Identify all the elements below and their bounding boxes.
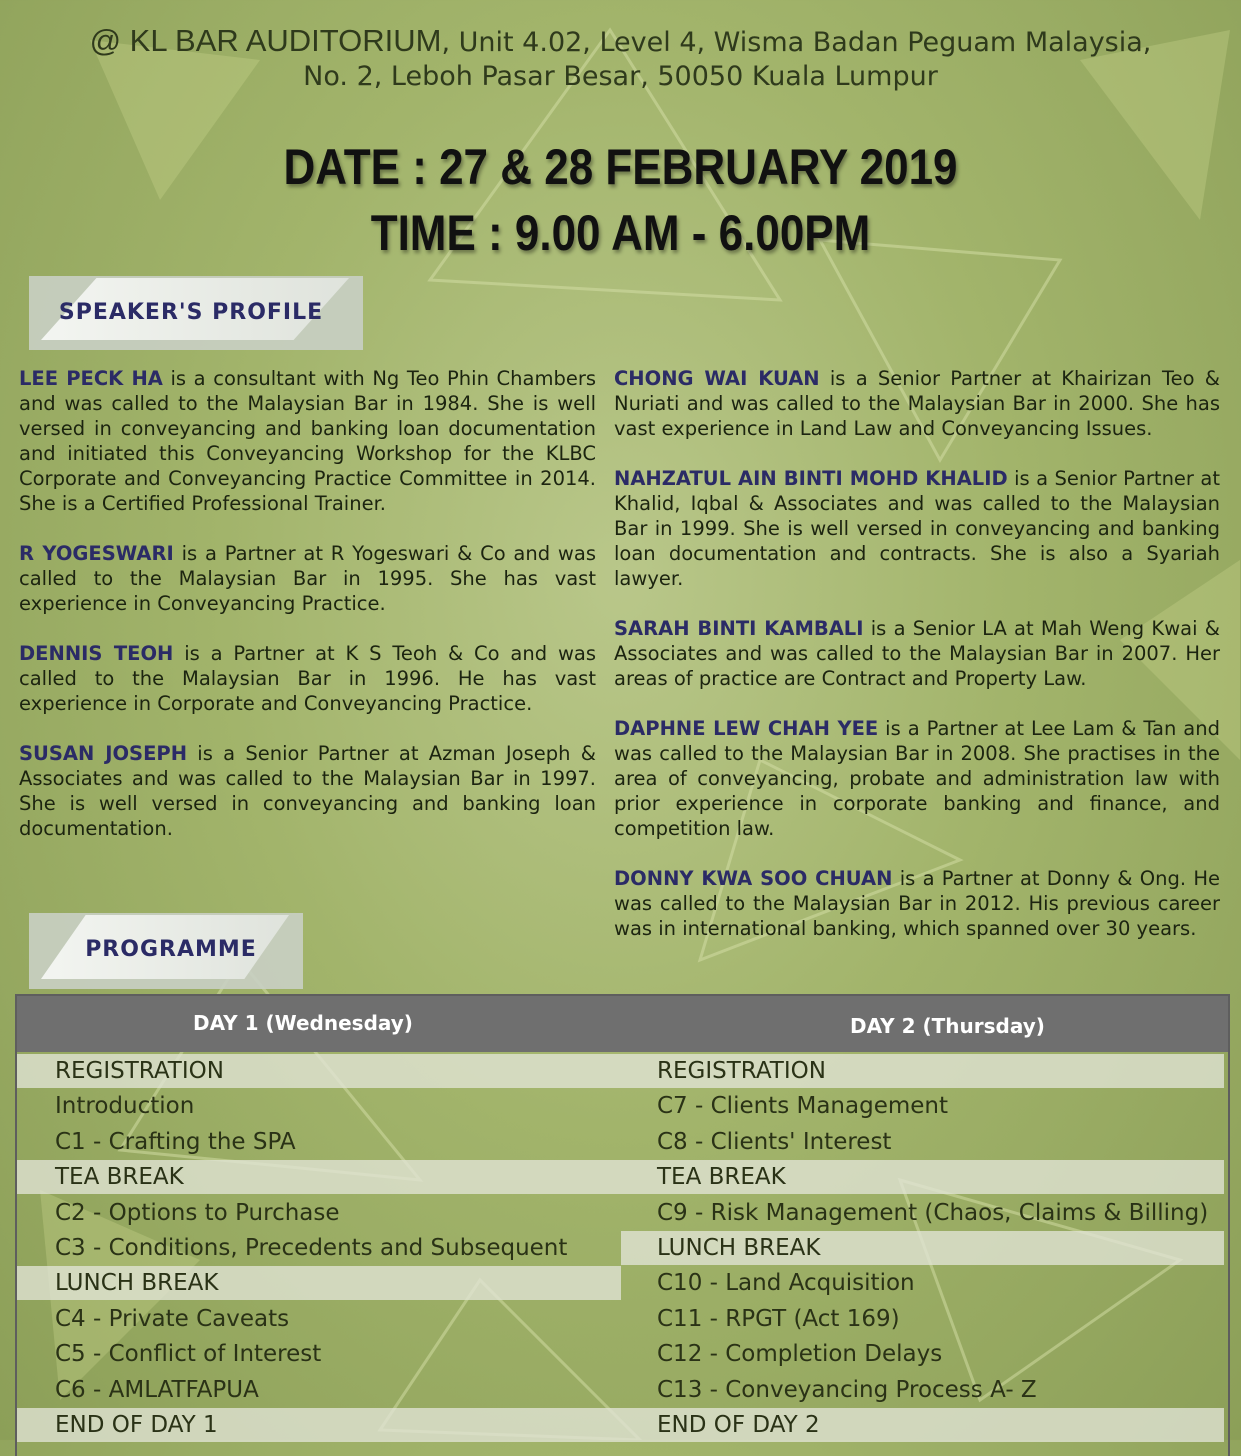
speaker-bio: is a Partner at R Yogeswari & Co and was called to the Malaysian Bar in 1995. She has vast experience in Conveyancing Practice.	[19, 542, 596, 615]
schedule-session-row: C5 - Conflict of Interest	[55, 1341, 322, 1368]
speaker-profile	[614, 466, 1220, 591]
day2-title: DAY 2 (Thursday)	[850, 1014, 1045, 1038]
speaker-name: NAHZATUL AIN BINTI MOHD KHALID	[614, 467, 1008, 490]
schedule-session-row: C8 - Clients' Interest	[657, 1128, 892, 1155]
speaker-name: DENNIS TEOH	[19, 642, 174, 665]
schedule-break-row: LUNCH BREAK	[621, 1231, 1224, 1265]
speaker-name: SUSAN JOSEPH	[19, 742, 188, 765]
schedule-session-row: Introduction	[55, 1093, 195, 1120]
schedule-session-row: C4 - Private Caveats	[55, 1305, 290, 1332]
speakers-banner	[29, 276, 363, 350]
speaker-bio: is a Senior Partner at Khairizan Teo & Nuriati and was called to the Malaysian Bar in 2000. She has vast experience in Land Law and Conveyancing Issues.	[614, 367, 1220, 440]
speaker-name: CHONG WAI KUAN	[614, 367, 820, 390]
event-date: DATE : 27 & 28 FEBRUARY 2019	[283, 139, 958, 195]
speaker-profile	[614, 716, 1220, 841]
schedule-session-row: C2 - Options to Purchase	[55, 1199, 340, 1226]
schedule-session-row: C1 - Crafting the SPA	[55, 1128, 296, 1155]
speaker-bio: is a consultant with Ng Teo Phin Chambers and was called to the Malaysian Bar in 1984. She is well versed in conveyancing and banking loan documentation and initiated this Conveyancing Workshop for the KLBC Corporate and Conveyancing Practice Committee in 2014. She is a Certified Professional Trainer.	[19, 367, 597, 515]
programme-table	[15, 994, 1230, 1456]
schedule-break-row: END OF DAY 2	[621, 1408, 1224, 1442]
venue-address-1: , Unit 4.02, Level 4, Wisma Badan Peguam Malaysia,	[441, 27, 1152, 58]
programme-heading: PROGRAMME	[85, 937, 257, 962]
speaker-profile	[614, 866, 1220, 941]
schedule-session-row: C13 - Conveyancing Process A- Z	[657, 1376, 1037, 1403]
speaker-profile	[19, 741, 596, 841]
programme-header	[17, 996, 1228, 1052]
speaker-bio: is a Partner at Lee Lam & Tan and was called to the Malaysian Bar in 2008. She practises in the area of conveyancing, probate and administration law with prior experience in corporate banking and finance, and competition law.	[614, 717, 1220, 840]
speakers-column-right	[614, 366, 1220, 966]
programme-banner	[29, 913, 303, 989]
speaker-profile	[19, 641, 596, 716]
schedule-break-row: TEA BREAK	[621, 1160, 1224, 1194]
schedule-session-row: C7 - Clients Management	[657, 1093, 949, 1120]
speaker-name: DAPHNE LEW CHAH YEE	[614, 717, 879, 740]
speaker-profile	[19, 541, 596, 616]
schedule-break-row: LUNCH BREAK	[17, 1266, 621, 1300]
speaker-profile	[19, 366, 596, 516]
venue-name: @ KL BAR AUDITORIUM	[89, 23, 442, 58]
schedule-session-row: C9 - Risk Management (Chaos, Claims & Billing)	[657, 1199, 1209, 1226]
venue-block	[0, 24, 1241, 94]
speakers-column-left	[19, 366, 596, 866]
speaker-name: SARAH BINTI KAMBALI	[614, 617, 864, 640]
schedule-session-row: C12 - Completion Delays	[657, 1341, 943, 1368]
venue-line-2: No. 2, Leboh Pasar Besar, 50050 Kuala Lumpur	[303, 61, 938, 92]
day1-title: DAY 1 (Wednesday)	[193, 1011, 413, 1035]
schedule-break-row: END OF DAY 1	[17, 1408, 621, 1442]
schedule-session-row: C3 - Conditions, Precedents and Subsequent	[55, 1235, 568, 1261]
speakers-heading: SPEAKER'S PROFILE	[58, 300, 324, 325]
speaker-bio: is a Partner at Donny & Ong. He was called to the Malaysian Bar in 2012. His previous career was in international banking, which spanned over 30 years.	[614, 867, 1220, 940]
schedule-session-row: C6 - AMLATFAPUA	[55, 1376, 259, 1403]
schedule-session-row: C10 - Land Acquisition	[657, 1270, 915, 1297]
speaker-name: DONNY KWA SOO CHUAN	[614, 867, 893, 890]
speaker-bio: is a Senior LA at Mah Weng Kwai & Associates and was called to the Malaysian Bar in 2007. Her areas of practice are Contract and Property Law.	[614, 617, 1220, 690]
schedule-session-row: C11 - RPGT (Act 169)	[657, 1305, 900, 1332]
speaker-name: LEE PECK HA	[19, 367, 163, 390]
venue-line-1	[0, 24, 1241, 60]
speaker-profile	[614, 366, 1220, 441]
date-time-block	[74, 134, 1166, 266]
speaker-bio: is a Senior Partner at Azman Joseph & Associates and was called to the Malaysian Bar in 1997. She is well versed in conveyancing and banking loan documentation.	[19, 742, 596, 840]
schedule-break-row: TEA BREAK	[17, 1160, 621, 1194]
speaker-profile	[614, 616, 1220, 691]
schedule-break-row: REGISTRATION	[621, 1054, 1224, 1088]
speaker-bio: is a Senior Partner at Khalid, Iqbal & Associates and was called to the Malaysian Bar in 1999. She is well versed in conveyancing and banking loan documentation and contracts. She is also a Syariah lawyer.	[614, 467, 1220, 590]
event-time: TIME : 9.00 AM - 6.00PM	[370, 205, 871, 261]
speaker-bio: is a Partner at K S Teoh & Co and was called to the Malaysian Bar in 1996. He has vast experience in Corporate and Conveyancing Practice.	[19, 642, 596, 715]
schedule-break-row: REGISTRATION	[17, 1054, 621, 1088]
speaker-name: R YOGESWARI	[19, 542, 174, 565]
